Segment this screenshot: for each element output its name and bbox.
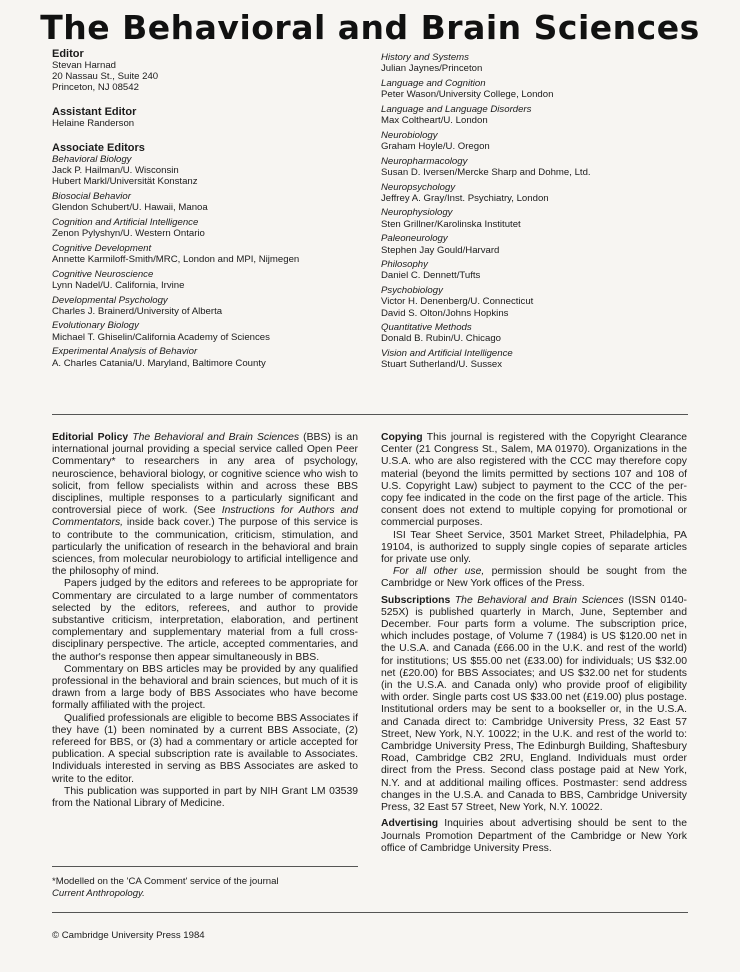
copying-p1 — [381, 432, 687, 530]
copying-p3 — [381, 566, 687, 590]
field-entry — [381, 104, 701, 126]
editorial-policy-p4: Qualified professionals are eligible to become BBS Associates if they have (1) been nominated by a current BBS Associate, (2) refereed for BBS, or (3) had a commentary or article accepted for publication. A special subscription rate is available to Associates. Individuals interested in serving as BBS Associates are asked to write to the editor. — [52, 712, 358, 785]
journal-title: The Behavioral and Brain Sciences — [40, 8, 700, 47]
footnote-journal: Current Anthropology. — [52, 887, 145, 899]
editor-name: Stuart Sutherland/U. Sussex — [381, 359, 503, 371]
journal-name: The Behavioral and Brain Sciences — [132, 432, 300, 443]
editor-name: Daniel C. Dennett/Tufts — [381, 270, 481, 282]
subscriptions-p — [381, 595, 687, 815]
associate-editors-block — [52, 142, 372, 369]
field-name: Psychobiology — [381, 285, 443, 297]
field-name: Evolutionary Biology — [52, 320, 139, 332]
field-name: Neurophysiology — [381, 207, 453, 219]
field-entry — [52, 346, 372, 368]
field-name: Quantitative Methods — [381, 322, 472, 334]
editorial-policy-p2: Papers judged by the editors and referees to be appropriate for Commentary are circulated to a large number of commentators selected by the editors, referees, and author to provide substantive criticism, interpretation, elaboration, and pertinent complementary and supplementary material from a full cross-disciplinary perspective. The article, accepted commentaries, and the author's response then appear simultaneously in BBS. — [52, 578, 358, 663]
editor-name: Sten Grillner/Karolinska Institutet — [381, 218, 521, 230]
editor-heading: Editor — [52, 48, 84, 60]
editor-name: Victor H. Denenberg/U. Connecticut — [381, 296, 534, 308]
advertising-heading: Advertising — [381, 818, 439, 830]
editorial-policy-p5: This publication was supported in part by NIH Grant LM 03539 from the National Library of Medicine. — [52, 785, 358, 810]
editor-name: Donald B. Rubin/U. Chicago — [381, 333, 501, 345]
assistant-editor-block — [52, 106, 372, 129]
editorial-policy-column — [52, 432, 358, 810]
field-entry — [381, 322, 701, 344]
field-name: Cognition and Artificial Intelligence — [52, 216, 199, 228]
editor-name: Max Coltheart/U. London — [381, 115, 488, 127]
editor-name: Jack P. Hailman/U. Wisconsin — [52, 165, 179, 177]
field-entry — [52, 320, 372, 342]
footnote-text: *Modelled on the 'CA Comment' service of the journal — [52, 876, 279, 887]
footnote-divider — [52, 866, 358, 867]
copying-text: This journal is registered with the Copyright Clearance Center (21 Congress St., Salem, MA 01970). Organizations in the U.S.A. who are also registered with the CCC may therefore copy material (beyond the limits permitted by sections 107 and 108 of U.S. Copyright Law) subject to payment to the CCC of the per-copy fee indicated in the code on the first page of the article. This consent does not extend to multiple copying for promotional or commercial purposes. — [381, 432, 687, 529]
field-entry — [381, 285, 701, 319]
copying-text: permission should be sought from the Cambridge or New York offices of the Press. — [381, 566, 688, 590]
editor-name: David S. Olton/Johns Hopkins — [381, 307, 509, 319]
bottom-divider — [52, 912, 688, 913]
field-entry — [381, 348, 701, 370]
masthead-divider — [52, 414, 688, 415]
assistant-editor-heading: Assistant Editor — [52, 105, 137, 118]
field-name: Cognitive Neuroscience — [52, 268, 154, 280]
field-entry — [52, 269, 372, 291]
field-entry — [52, 154, 372, 188]
field-name: Biosocial Behavior — [52, 190, 131, 202]
copying-p2: ISI Tear Sheet Service, 3501 Market Street, Philadelphia, PA 19104, is authorized to supply single copies of separate articles for private use only. — [381, 529, 687, 566]
field-entry — [381, 156, 701, 178]
advertising-p — [381, 818, 687, 855]
editorial-policy-heading: Editorial Policy — [52, 432, 129, 443]
field-entry — [381, 78, 701, 100]
field-entry — [381, 52, 701, 74]
editorial-policy-p1 — [52, 432, 358, 578]
editor-name: Lynn Nadel/U. California, Irvine — [52, 279, 185, 291]
field-name: Cognitive Development — [52, 242, 152, 254]
field-name: Paleoneurology — [381, 233, 448, 245]
editor-name: Graham Hoyle/U. Oregon — [381, 140, 490, 152]
editor-name: Charles J. Brainerd/University of Alberta — [52, 305, 223, 317]
associate-editors-heading: Associate Editors — [52, 141, 145, 154]
editor-line: Princeton, NJ 08542 — [52, 82, 139, 94]
editor-name: Hubert Markl/Universität Konstanz — [52, 176, 198, 188]
field-name: Neurobiology — [381, 129, 438, 141]
field-entry — [52, 191, 372, 213]
field-name: Language and Cognition — [381, 77, 486, 89]
editor-name: Michael T. Ghiselin/California Academy of Sciences — [52, 331, 270, 343]
editor-name: Glendon Schubert/U. Hawaii, Manoa — [52, 202, 208, 214]
field-entry — [52, 217, 372, 239]
footnote — [52, 876, 358, 899]
copying-other-use: For all other use, — [393, 566, 485, 578]
instructions-title: Instructions for Authors and Commentators, — [52, 505, 358, 529]
field-entry — [381, 259, 701, 281]
field-entry — [381, 233, 701, 255]
editor-name: Peter Wason/University College, London — [381, 89, 554, 101]
copyright-notice: © Cambridge University Press 1984 — [52, 930, 205, 941]
field-name: Language and Language Disorders — [381, 103, 532, 115]
field-entry — [381, 207, 701, 229]
field-name: Neuropharmacology — [381, 155, 468, 167]
journal-name: The Behavioral and Brain Sciences — [454, 594, 624, 606]
subscriptions-text: (ISSN 0140-525X) is published quarterly in March, June, September and December. Four parts form a volume. The subscription price, which includes postage, of Volume 7 (1984) is US $120.00 net in the U.S.A. and Canada (£66.00 in the U.K. and rest of the world) for institutions; US $55.00 net (£33.00) for individuals; US $32.00 net (£20.00) for BBS Associates; and US $32.00 net for students (in the U.S.A. and Canada only) who provide proof of eligibility with order. Single parts cost US $33.00 net (£19.00) plus postage. Institutional orders may be sent to a bookseller or, in the U.S.A. and Canada direct to: Cambridge University Press, 32 East 57 Street, New York, N.Y. 10022; in the U.K. and rest of the world to: Cambridge University Press, The Edinburgh Building, Shaftesbury Road, Cambridge CB2 2RU, England. Individuals must order direct from the Press. Second class postage paid at New York, N.Y. and at additional mailing offices. Postmaster: send address changes in the U.S.A. and Canada to BBS, Cambridge University Press, 32 East 57 Street, New York, N.Y. 10022. — [381, 594, 687, 814]
field-name: Philosophy — [381, 259, 428, 271]
field-name: Vision and Artificial Intelligence — [381, 348, 513, 360]
editor-name: Zenon Pylyshyn/U. Western Ontario — [52, 228, 205, 240]
assistant-editor-name: Helaine Randerson — [52, 117, 135, 129]
subscriptions-heading: Subscriptions — [381, 594, 451, 606]
field-name: History and Systems — [381, 52, 469, 63]
field-entry — [52, 243, 372, 265]
policy-text: (BBS) is an international journal providing a special service called Open Peer Commentary* to researchers in any area of psychology, neuroscience, behavioral biology, or cognitive science who wish to solicit, from fellow specialists within and across these BBS disciplines, multiple responses to a particularly significant and controversial piece of work. (See — [52, 432, 358, 517]
editor-name: Julian Jaynes/Princeton — [381, 63, 483, 75]
field-name: Behavioral Biology — [52, 153, 132, 165]
policy-text: inside back cover.) The purpose of this service is to contribute to the communication, criticism, stimulation, and particularly the unification of research in the behavioral and brain sciences, from molecular neurobiology to artificial intelligence and the philosophy of mind. — [52, 517, 358, 578]
advertising-text: Inquiries about advertising should be sent to the Journals Promotion Department of the Cambridge or New York office of Cambridge University Press. — [381, 818, 687, 854]
editor-name: Stephen Jay Gould/Harvard — [381, 244, 500, 256]
field-name: Neuropsychology — [381, 181, 456, 193]
copying-heading: Copying — [381, 432, 423, 443]
editorial-policy-p3: Commentary on BBS articles may be provided by any qualified professional in the behavioral and brain sciences, but much of it is drawn from a large body of BBS Associates who have become formally affiliated with the project. — [52, 663, 358, 712]
editor-name: A. Charles Catania/U. Maryland, Baltimore County — [52, 357, 266, 369]
editor-name: Annette Karmiloff-Smith/MRC, London and MPI, Nijmegen — [52, 253, 300, 265]
editor-name: Susan D. Iversen/Mercke Sharp and Dohme, Ltd. — [381, 166, 591, 178]
editor-line: 20 Nassau St., Suite 240 — [52, 71, 159, 83]
field-entry — [381, 130, 701, 152]
field-name: Experimental Analysis of Behavior — [52, 346, 198, 358]
field-entry — [52, 295, 372, 317]
editor-name: Jeffrey A. Gray/Inst. Psychiatry, London — [381, 192, 549, 204]
editor-block — [52, 48, 372, 94]
masthead-left — [52, 48, 372, 372]
masthead-right — [381, 52, 701, 374]
field-entry — [381, 182, 701, 204]
field-name: Developmental Psychology — [52, 294, 168, 306]
editor-line: Stevan Harnad — [52, 60, 116, 71]
copying-subscriptions-column — [381, 432, 687, 855]
